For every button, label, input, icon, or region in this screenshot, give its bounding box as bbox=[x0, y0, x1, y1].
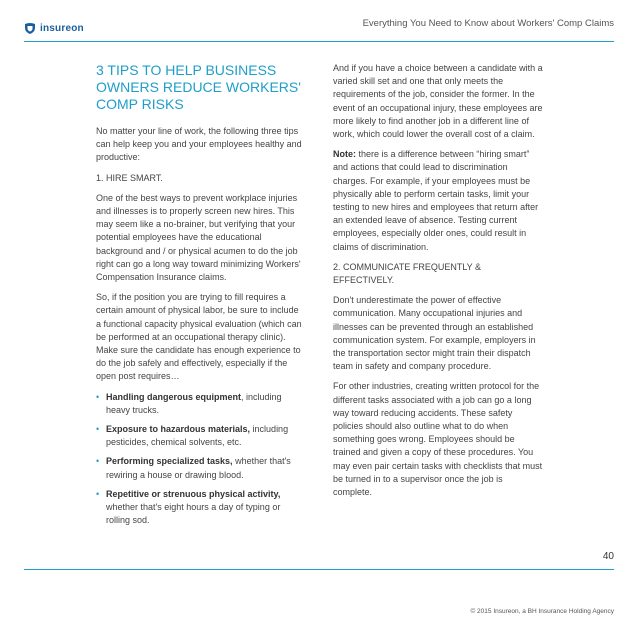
section-heading bbox=[96, 62, 306, 113]
heading-line-1: 3 TIPS TO HELP BUSINESS bbox=[96, 62, 277, 78]
list-item bbox=[96, 391, 306, 417]
copyright-text: © 2015 Insureon, a BH Insurance Holding Agency bbox=[470, 608, 614, 615]
hire-smart-paragraph: One of the best ways to prevent workplace injuries and illnesses is to properly screen new hires. This may seem like a no-brainer, but verifying that your potential employees have the educational background and / or physical acumen to do the job right can go a long way toward minimizing Workers' Compensation Insurance claims. bbox=[96, 192, 301, 283]
list-item-bold: Repetitive or strenuous physical activity, bbox=[106, 488, 281, 499]
list-item bbox=[96, 455, 306, 481]
list-item bbox=[96, 488, 306, 528]
document-title: Everything You Need to Know about Workers' Comp Claims bbox=[362, 18, 614, 29]
list-item-bold: Handling dangerous equipment bbox=[106, 391, 242, 402]
heading-line-3: COMP RISKS bbox=[96, 96, 184, 112]
footer-divider bbox=[24, 569, 614, 570]
insureon-logo-icon bbox=[24, 22, 36, 34]
tip-1-heading: 1. HIRE SMART. bbox=[96, 172, 163, 183]
communication-paragraph: Don't underestimate the power of effective communication. Many occupational injuries and illnesses can be prevented through an established communication system. For example, employers in the transportation sector might train their dispatch team in safety and company procedure. bbox=[333, 295, 536, 372]
right-column bbox=[333, 62, 543, 506]
heading-line-2: OWNERS REDUCE WORKERS' bbox=[96, 79, 301, 95]
list-item-bold: Performing specialized tasks, bbox=[106, 456, 233, 467]
list-item bbox=[96, 423, 306, 449]
list-item-text: , including heavy trucks. bbox=[106, 391, 282, 415]
protocol-paragraph: For other industries, creating written protocol for the different tasks associated with a job can go a long way toward reducing accidents. These safety policies should also outline what to do when something goes wrong. Employees should be trained and given a copy of these procedures. You may even pair certain tasks with checklists that must be turned in to a supervisor once the job is complete. bbox=[333, 381, 543, 498]
brand-name: insureon bbox=[40, 22, 84, 34]
note-paragraph bbox=[333, 148, 543, 254]
left-column bbox=[96, 62, 306, 533]
note-text: there is a difference between “hiring smart” and actions that could lead to discrimination charges. For example, if your employees must be physically able to perform certain tasks, limit your testing to new hires and employees that return after an extended leave of absence. Testing current employees, especially older ones, could result in claims of discrimination. bbox=[333, 149, 539, 252]
list-item-bold: Exposure to hazardous materials, bbox=[106, 424, 251, 435]
candidate-paragraph: And if you have a choice between a candidate with a varied skill set and one that only meets the requirements of the job, consider the former. In the event of an occupational injury, these employees are more likely to find another job in a different line of work, which could lower the overall cost of a claim. bbox=[333, 63, 543, 140]
page-number: 40 bbox=[602, 551, 614, 562]
list-item-text: whether that's eight hours a day of typing or rolling sod. bbox=[106, 502, 281, 526]
insureon-logo bbox=[24, 22, 84, 34]
note-label: Note: bbox=[333, 149, 356, 160]
requirements-list bbox=[96, 391, 306, 528]
list-item-text: whether that's rewiring a house or drawing blood. bbox=[106, 456, 291, 480]
intro-paragraph: No matter your line of work, the following three tips can help keep you and your employees healthy and productive: bbox=[96, 126, 302, 163]
tip-2-heading: 2. COMMUNICATE FREQUENTLY & EFFECTIVELY. bbox=[333, 261, 482, 286]
physical-labor-paragraph: So, if the position you are trying to fill requires a certain amount of physical labor, be sure to include a functional capacity physical evaluation (which can be performed at an occupational therapy clinic). Make sure the candidate has enough experience to do the job safely and effectively, especially if the open post requires… bbox=[96, 292, 302, 382]
list-item-text: including pesticides, chemical solvents, etc. bbox=[106, 424, 289, 448]
header-divider bbox=[24, 41, 614, 42]
